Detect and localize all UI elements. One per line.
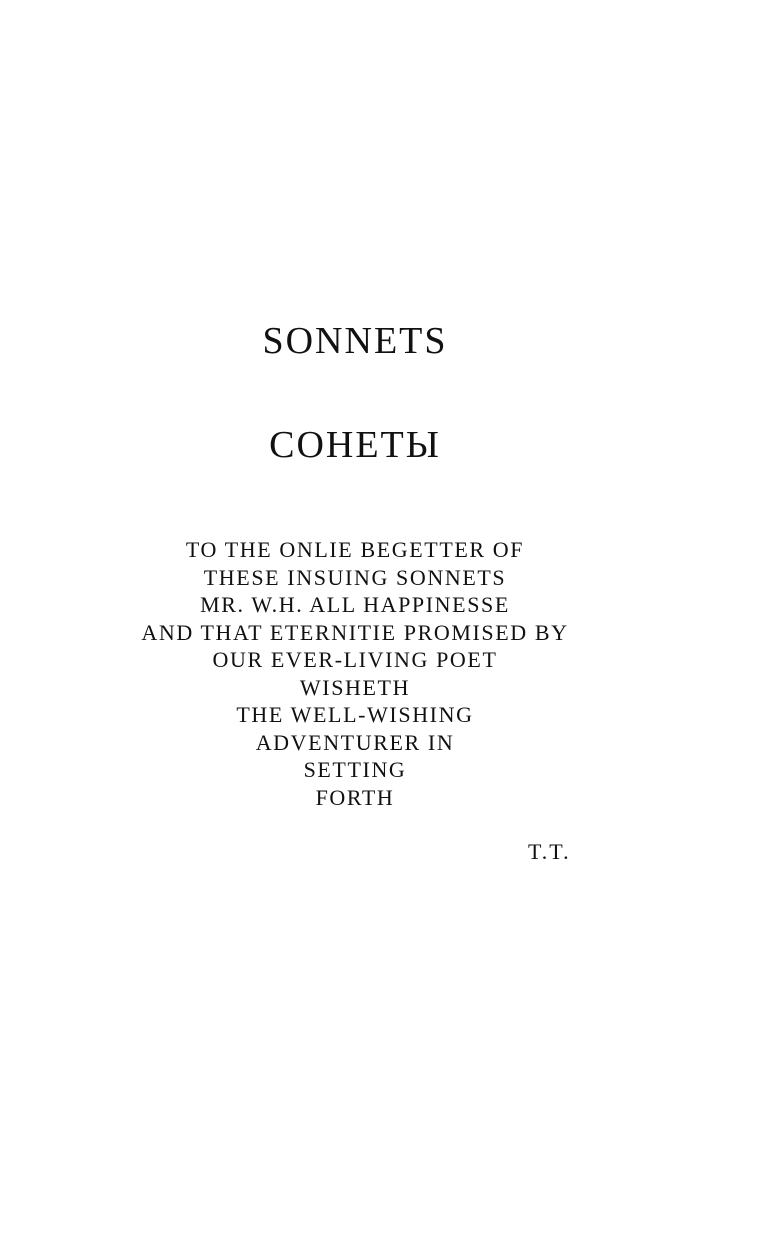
dedication-line: ADVENTURER IN	[255, 729, 455, 755]
dedication-line: OUR EVER-LIVING POET	[212, 647, 498, 672]
signature-initials: T.T.	[528, 839, 571, 864]
dedication-line: SETTING	[303, 757, 407, 782]
dedication-line: WISHETH	[299, 674, 411, 700]
dedication-line: FORTH	[315, 784, 395, 810]
dedication-line: MR. W.H. ALL HAPPINESSE	[200, 592, 510, 617]
dedication-line: THE WELL-WISHING	[236, 702, 474, 727]
dedication	[0, 536, 710, 811]
dedication-line: THESE INSUING SONNETS	[203, 564, 507, 590]
dedication-line: TO THE ONLIE BEGETTER OF	[185, 537, 525, 562]
title-english: SONNETS	[262, 320, 448, 362]
dedication-line: AND THAT ETERNITIE PROMISED BY	[141, 619, 569, 645]
title-russian: СОНЕТЫ	[269, 424, 441, 466]
